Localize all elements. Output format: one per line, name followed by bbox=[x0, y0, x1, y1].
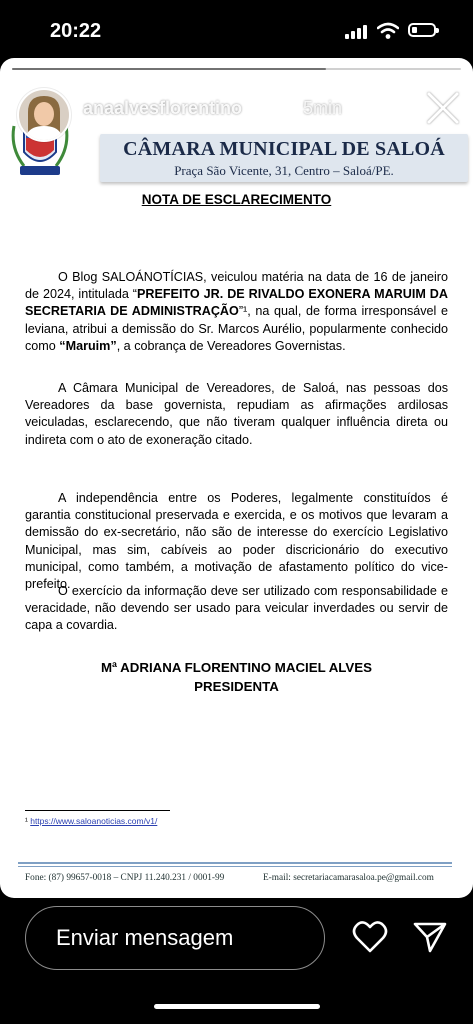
status-bar bbox=[0, 0, 473, 60]
paragraph-1-text-c: , a cobrança de Vereadores Governistas. bbox=[116, 338, 346, 353]
document-heading: NOTA DE ESCLARECIMENTO bbox=[141, 192, 332, 207]
paragraph-1-text-a: O Blog SALOÁNOTÍCIAS, veiculou matéria na data de 16 de janeiro de 2024, intitulada “ bbox=[25, 270, 448, 302]
reply-placeholder: Enviar mensagem bbox=[56, 925, 234, 950]
story-username[interactable]: anaalvesflorentino bbox=[83, 98, 243, 118]
avatar-image bbox=[19, 90, 69, 140]
paragraph-3: A independência entre os Poderes, legalmente constituídos é garantia constitucional preservada e exercida, e os motivos que levaram a demissão do ex-secretário, não são de interesse do exercício Legislativo Municipal, mas sim, cabíveis ao poder discricionário do executivo municipal, como também, a motivação de afastamento político do vice-prefeito. bbox=[25, 491, 448, 592]
letterhead-banner bbox=[100, 134, 468, 182]
reply-input[interactable] bbox=[25, 906, 325, 970]
paragraph-1-text-b: ”¹, na qual, de forma irresponsável e leviana, atribui a demissão do Sr. Marcos Aurélio, popularmente conhecido como bbox=[25, 304, 448, 353]
signature-name: Mª ADRIANA FLORENTINO MACIEL ALVES bbox=[100, 660, 373, 675]
footer-email: E-mail: secretariacamarasaloa.pe@gmail.com bbox=[263, 873, 434, 883]
footnote-mark: ¹ bbox=[25, 816, 28, 826]
story-viewer[interactable] bbox=[0, 58, 473, 898]
footer-divider bbox=[18, 862, 452, 864]
home-indicator[interactable] bbox=[154, 1004, 320, 1009]
heart-icon[interactable] bbox=[352, 920, 388, 954]
more-icon[interactable] bbox=[371, 98, 397, 118]
send-icon[interactable] bbox=[412, 920, 448, 954]
paragraph-1-bold-title: PREFEITO JR. DE RIVALDO EXONERA MARUIM DA SECRETARIA DE ADMINISTRAÇÃO bbox=[25, 287, 448, 319]
paragraph-1 bbox=[25, 269, 448, 355]
status-time: 20:22 bbox=[50, 20, 102, 42]
footnote-divider bbox=[25, 810, 170, 811]
letterhead-title: CÂMARA MUNICIPAL DE SALOÁ bbox=[123, 138, 445, 160]
footer-phone-cnpj: Fone: (87) 99657-0018 – CNPJ 11.240.231 / 0001-99 bbox=[25, 873, 225, 883]
letterhead bbox=[0, 78, 473, 188]
close-icon[interactable] bbox=[425, 90, 461, 126]
paragraph-4: O exercício da informação deve ser utilizado com responsabilidade e veracidade, não devendo ser usado para veicular inverdades ou servir de capa a covardia. bbox=[25, 584, 448, 633]
footer-divider-thin bbox=[18, 866, 452, 867]
avatar[interactable] bbox=[17, 88, 71, 142]
story-progress bbox=[12, 68, 461, 70]
signature-title: PRESIDENTA bbox=[194, 679, 279, 694]
paragraph-2: A Câmara Municipal de Vereadores, de Saloá, nas pessoas dos Vereadores da base governista, repudiam as afirmações ardilosas veiculadas, esclarecendo, que não tiveram qualquer influência direta ou indireta com o ato de exoneração citado. bbox=[25, 381, 448, 447]
signal-icon bbox=[345, 25, 369, 39]
story-progress-fill bbox=[12, 68, 326, 70]
wifi-icon bbox=[377, 22, 399, 40]
footnote-link[interactable]: https://www.saloanoticias.com/v1/ bbox=[30, 816, 158, 826]
letterhead-address: Praça São Vicente, 31, Centro – Saloá/PE. bbox=[174, 163, 394, 178]
paragraph-1-bold-name: “Maruim” bbox=[59, 338, 117, 353]
footnote bbox=[25, 816, 157, 826]
story-time-ago: 5min bbox=[303, 98, 343, 118]
battery-icon bbox=[408, 23, 436, 37]
